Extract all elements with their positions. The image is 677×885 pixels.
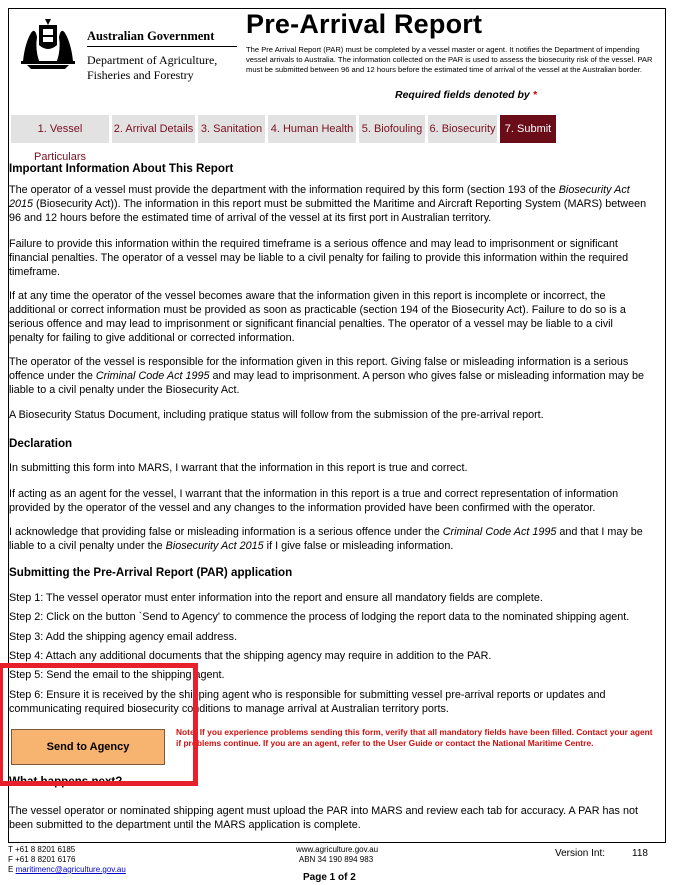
important-p4-b: and may lead to imprisonment. A person who gives false or misleading information may be liable to a civil penalty under the Biosecurity Act. <box>9 370 644 396</box>
form-page <box>8 8 666 843</box>
page-footer <box>0 845 677 885</box>
header-divider <box>87 46 237 47</box>
problem-note: Note: If you experience problems sending this form, verify that all mandatory fields have been filled. Contact your agent if problems continue. If you are an agent, refer to the User Guide or contact the National Maritime Centre. <box>176 727 653 748</box>
abn-number: ABN 34 190 894 983 <box>298 855 374 864</box>
website-details <box>296 845 379 865</box>
step-2: Step 2: Click on the button `Send to Agency' to commence the process of lodging the report data to the nominated shipping agent. <box>9 611 630 623</box>
next-heading: What happens next? <box>9 775 123 788</box>
declaration-p3-act1: Criminal Code Act 1995 <box>442 526 557 538</box>
important-paragraph-4 <box>9 355 649 397</box>
declaration-heading: Declaration <box>9 437 73 450</box>
important-paragraph-1 <box>9 183 649 225</box>
declaration-paragraph-1: In submitting this form into MARS, I warrant that the information in this report is true and correct. <box>9 462 468 474</box>
step-3: Step 3: Add the shipping agency email address. <box>9 631 238 643</box>
email-prefix: E <box>8 865 14 874</box>
page-number: Page 1 of 2 <box>303 872 356 883</box>
tab-biosecurity[interactable]: 6. Biosecurity <box>428 115 497 143</box>
phone-number: T +61 8 8201 6185 <box>8 845 76 854</box>
required-star: * <box>532 89 537 101</box>
required-fields-note <box>395 89 537 101</box>
declaration-paragraph-2: If acting as an agent for the vessel, I warrant that the information in this report is a true and correct representation of information provided by the operator of the vessel and any changes to the information provided have been confirmed with the operator. <box>9 488 619 514</box>
step-1: Step 1: The vessel operator must enter information into the report and ensure all mandatory fields are complete. <box>9 592 543 604</box>
important-heading: Important Information About This Report <box>9 162 234 175</box>
important-p1-b: (Biosecurity Act)). The information in this report must be submitted the Maritime and Aircraft Reporting System (MARS) between 96 and 12 hours before the estimated time of arrival of the vessel at its first port in Australian territory. <box>9 198 647 224</box>
step-4: Step 4: Attach any additional documents that the shipping agency may require in addition to the PAR. <box>9 650 492 662</box>
tab-sanitation[interactable]: 3. Sanitation <box>198 115 265 143</box>
required-label: Required fields denoted by <box>395 89 530 101</box>
important-p4-a: The operator of the vessel is responsible for the information given in this report. Giving false or misleading information is a serious offence under the <box>9 356 629 382</box>
important-paragraph-2: Failure to provide this information within the required timeframe is a serious offence and may lead to imprisonment or significant financial penalties. The operator of a vessel may be liable to a civil penalty for failing to provide this information within the required timeframe. <box>9 238 629 278</box>
tab-human-health[interactable]: 4. Human Health <box>268 115 356 143</box>
tab-arrival-details[interactable]: 2. Arrival Details <box>112 115 195 143</box>
next-paragraph: The vessel operator or nominated shipping agent must upload the PAR into MARS and review each tab for accuracy. A PAR has not been submitted to the department until the MARS application is complete. <box>9 805 638 831</box>
declaration-p3-c: if I give false or misleading information. <box>263 540 454 552</box>
important-p1-a: The operator of a vessel must provide the department with the information required by this form (section 193 of the <box>9 184 559 196</box>
version-number: 118 <box>632 848 648 859</box>
department-name: Department of Agriculture, Fisheries and Forestry <box>87 53 218 82</box>
contact-details <box>8 845 126 875</box>
email-line <box>8 865 126 875</box>
intro-text: The Pre Arrival Report (PAR) must be completed by a vessel master or agent. It notifies the Department of impending vessel arrivals to Australia. The information collected on the PAR is used to assess the biosecurity risk of the vessel. PAR must be submitted between 96 and 12 hours before the estimated time of arrival of the vessel at the Australian border. <box>246 45 653 74</box>
step-5: Step 5: Send the email to the shipping agent. <box>9 669 225 681</box>
tab-submit[interactable]: 7. Submit <box>500 115 556 143</box>
important-paragraph-5: A Biosecurity Status Document, including pratique status will follow from the submission of the pre-arrival report. <box>9 409 544 421</box>
fax-number: F +61 8 8201 6176 <box>8 855 76 864</box>
declaration-p3-b: and that I may be liable to a civil penalty under the <box>9 526 643 552</box>
tab-vessel-particulars[interactable]: 1. Vessel Particulars <box>11 115 109 143</box>
important-p4-act: Criminal Code Act 1995 <box>95 370 210 382</box>
coat-of-arms-icon <box>17 17 79 69</box>
government-name: Australian Government <box>87 29 215 43</box>
page-title: Pre-Arrival Report <box>246 9 483 39</box>
version-label: Version Int: <box>555 848 606 859</box>
website-url: www.agriculture.gov.au <box>296 845 379 854</box>
send-to-agency-button[interactable]: Send to Agency <box>11 729 165 765</box>
step-6: Step 6: Ensure it is received by the shipping agent who is responsible for submitting vessel pre-arrival reports or updates and communicating required biosecurity conditions to manage arrival at Australian territory ports. <box>9 689 606 715</box>
email-link[interactable]: maritimenc@agriculture.gov.au <box>15 865 126 874</box>
important-paragraph-3: If at any time the operator of the vessel becomes aware that the information given in this report is incomplete or incorrect, the additional or correct information must be provided as soon as practicable (section 194 of the Biosecurity Act). Failure to do so is a serious offence and may lead to imprisonment or significant financial penalties. The operator of a vessel may be liable to a civil penalty for failing to give additional or corrected information. <box>9 290 626 344</box>
important-p1-act: Biosecurity Act 2015 <box>9 184 630 210</box>
declaration-paragraph-3 <box>9 525 649 553</box>
declaration-p3-a: I acknowledge that providing false or misleading information is a serious offence under the <box>9 526 443 538</box>
tab-biofouling[interactable]: 5. Biofouling <box>359 115 425 143</box>
submitting-heading: Submitting the Pre-Arrival Report (PAR) application <box>9 566 293 579</box>
form-header <box>9 9 665 109</box>
declaration-p3-act2: Biosecurity Act 2015 <box>165 540 264 552</box>
